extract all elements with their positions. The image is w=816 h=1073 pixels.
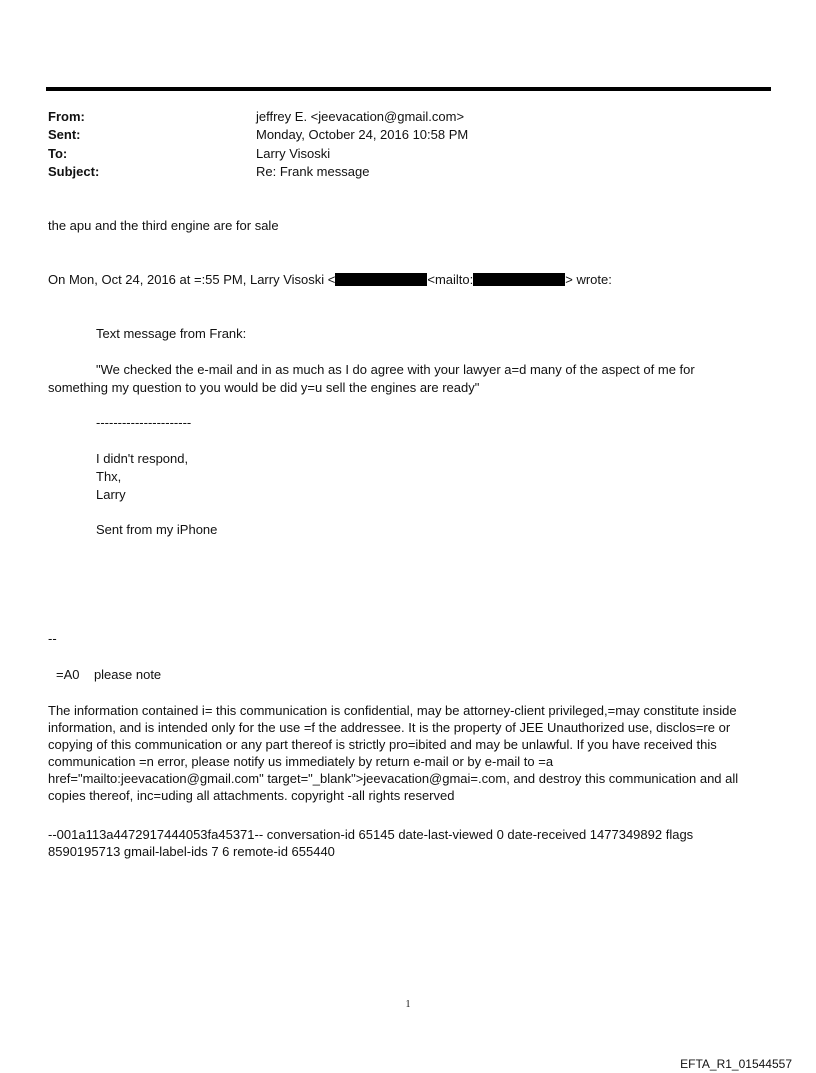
quote-mailto: <mailto: (427, 272, 474, 287)
separator-line: ---------------------- (96, 415, 192, 430)
signature-line-2: Thx, (96, 469, 122, 484)
please-note-line: =A0 please note (56, 667, 162, 682)
frank-message-line-1: "We checked the e-mail and in as much as I do agree with your lawyer a=d many of the aspect of me for (96, 362, 695, 377)
sent-label: Sent: (48, 127, 81, 142)
message-metadata: --001a113a4472917444053fa45371-- conversation-id 65145 date-last-viewed 0 date-received 1477349892 flags 8590195713 gmail-label-ids 7 6 remote-id 655440 (48, 827, 694, 859)
to-row (48, 145, 748, 163)
text-message-intro: Text message from Frank: (96, 326, 247, 341)
reply-text: the apu and the third engine are for sale (48, 218, 279, 233)
redaction-box (335, 273, 427, 286)
to-value: Larry Visoski (256, 146, 331, 161)
quote-attribution (48, 271, 612, 288)
header-rule (46, 87, 771, 91)
quote-prefix: On Mon, Oct 24, 2016 at =:55 PM, Larry Visoski < (48, 272, 336, 287)
sent-from-line: Sent from my iPhone (96, 522, 218, 537)
sent-value: Monday, October 24, 2016 10:58 PM (256, 127, 469, 142)
from-label: From: (48, 109, 85, 124)
confidentiality-disclaimer: The information contained i= this communication is confidential, may be attorney-client privileged,=may constitute inside information, and is intended only for the use =f the addressee. It is the property of JEE Unauthorized use, disclos=re or copying of this communication or any part thereof is strictly pro=ibited and may be unlawful. If you have received this communication =n error, please notify us immediately by return e-mail or by e-mail to =a href="mailto:jeevacation@gmail.com" target="_blank">jeevacation@gmai=.com, and destroy this communication and all copies thereof, inc=uding all attachments. copyright -all rights reserved (48, 703, 739, 803)
quote-suffix: > wrote: (565, 272, 612, 287)
from-value: jeffrey E. <jeevacation@gmail.com> (256, 109, 465, 124)
subject-row (48, 163, 748, 181)
bates-number: EFTA_R1_01544557 (680, 1057, 792, 1071)
frank-message-line-2: something my question to you would be did y=u sell the engines are ready" (48, 380, 480, 395)
redaction-box (473, 273, 565, 286)
signature-line-1: I didn't respond, (96, 451, 189, 466)
page-number: 1 (405, 999, 411, 1010)
from-row (48, 108, 748, 126)
subject-value: Re: Frank message (256, 164, 370, 179)
signature-dashes: -- (48, 631, 57, 646)
signature-line-3: Larry (96, 487, 126, 502)
subject-label: Subject: (48, 164, 100, 179)
sent-row (48, 126, 748, 144)
to-label: To: (48, 146, 68, 161)
